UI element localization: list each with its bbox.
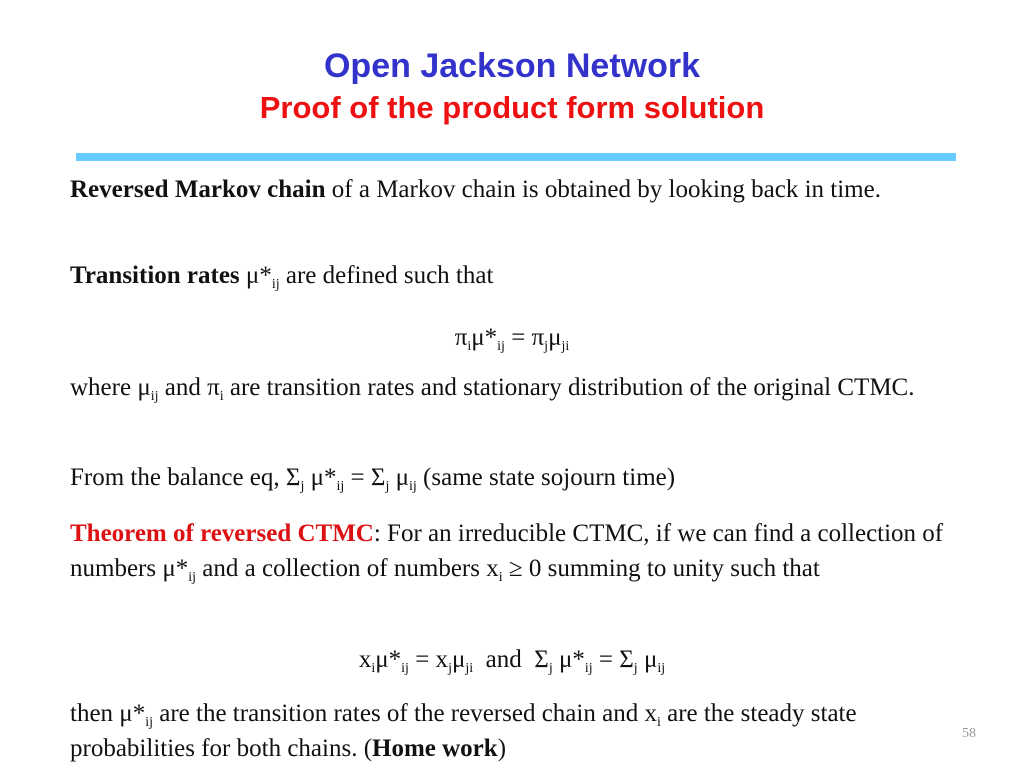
- subscript: i: [371, 661, 376, 676]
- symbol-mu-star: μ*: [375, 646, 402, 673]
- paragraph-text: ): [497, 735, 507, 762]
- paragraph-text: and: [158, 374, 208, 401]
- paragraph-text: and a collection of numbers x: [196, 555, 499, 582]
- subscript: ji: [465, 661, 474, 676]
- subscript: i: [219, 389, 224, 404]
- paragraph-text: From the balance eq,: [70, 464, 286, 491]
- subscript: ij: [188, 570, 197, 585]
- paragraph-theorem: [70, 516, 955, 586]
- subscript: ij: [150, 389, 159, 404]
- equation-theorem: [0, 642, 1024, 677]
- subscript: ij: [271, 277, 280, 292]
- paragraph-text: are the transition rates of the reversed chain and x: [152, 700, 657, 727]
- subscript: ij: [336, 479, 345, 494]
- paragraph-text: are transition rates and stationary distribution of the original CTMC.: [223, 374, 915, 401]
- theorem-label: Theorem of reversed CTMC: [70, 520, 374, 547]
- slide-subtitle: Proof of the product form solution: [259, 90, 765, 125]
- subscript: j: [544, 339, 549, 354]
- symbol-sigma: Σ: [370, 464, 386, 491]
- paragraph-text: are the steady state probabilities for both chains. (: [70, 700, 857, 762]
- conjunction-and: and: [473, 646, 535, 673]
- paragraph-balance-eq: [70, 460, 955, 495]
- subscript: j: [300, 479, 305, 494]
- home-work-label: Home work: [372, 735, 498, 762]
- symbol-mu: μ: [548, 324, 562, 351]
- paragraph-reversed-markov-chain: [70, 172, 955, 207]
- subscript: i: [498, 570, 503, 585]
- symbol-mu-star: μ*: [162, 555, 189, 582]
- paragraph-text: ≥ 0 summing to unity such that: [502, 555, 820, 582]
- subscript: j: [385, 479, 390, 494]
- subscript: ij: [584, 661, 593, 676]
- subscript: i: [656, 715, 661, 730]
- paragraph-text: (same state sojourn time): [416, 464, 676, 491]
- symbol-pi: π: [207, 374, 220, 401]
- term-transition-rates: Transition rates: [70, 262, 240, 289]
- symbol-sigma: Σ: [534, 646, 549, 673]
- subscript: j: [633, 661, 638, 676]
- subscript: ij: [657, 661, 666, 676]
- subscript: ij: [497, 339, 505, 354]
- slide-title: Open Jackson Network: [323, 47, 700, 85]
- symbol-pi: π: [454, 324, 468, 351]
- subscript: i: [467, 339, 472, 354]
- symbol-mu: μ: [637, 646, 658, 673]
- symbol-mu-star: μ*: [471, 324, 498, 351]
- symbol-mu: μ: [389, 464, 410, 491]
- subscript: ij: [145, 715, 153, 730]
- symbol-mu: μ: [451, 646, 466, 673]
- symbol-mu: μ: [137, 374, 151, 401]
- paragraph-text: are defined such that: [279, 262, 494, 289]
- page-number: 58: [962, 726, 976, 741]
- equals-sigma: = Σ: [592, 646, 634, 673]
- subscript: ij: [409, 479, 417, 494]
- symbol-mu-star: μ*: [239, 262, 272, 289]
- equals: =: [344, 464, 371, 491]
- symbol-sigma: Σ: [285, 464, 301, 491]
- subscript: j: [548, 661, 553, 676]
- symbol-mu-star: μ*: [304, 464, 337, 491]
- subscript: j: [448, 661, 452, 676]
- title-divider: [76, 153, 956, 161]
- paragraph-text: : For an irreducible CTMC, if we can find a collection of numbers: [70, 520, 944, 582]
- equals-pi: = π: [504, 324, 545, 351]
- subscript: ij: [401, 661, 409, 676]
- symbol-mu-star: μ*: [119, 700, 146, 727]
- paragraph-where: [70, 370, 955, 405]
- symbol-x: x: [358, 646, 372, 673]
- paragraph-text: where: [70, 374, 138, 401]
- term-reversed-markov-chain: Reversed Markov chain: [70, 176, 326, 203]
- paragraph-conclusion: [70, 696, 955, 766]
- symbol-mu-star: μ*: [552, 646, 585, 673]
- paragraph-transition-rates: [70, 258, 955, 293]
- equals-x: = x: [408, 646, 449, 673]
- equation-reversal: [0, 320, 1024, 355]
- paragraph-text: then: [70, 700, 120, 727]
- paragraph-text: of a Markov chain is obtained by looking back in time.: [325, 176, 881, 203]
- subscript: ji: [561, 339, 570, 354]
